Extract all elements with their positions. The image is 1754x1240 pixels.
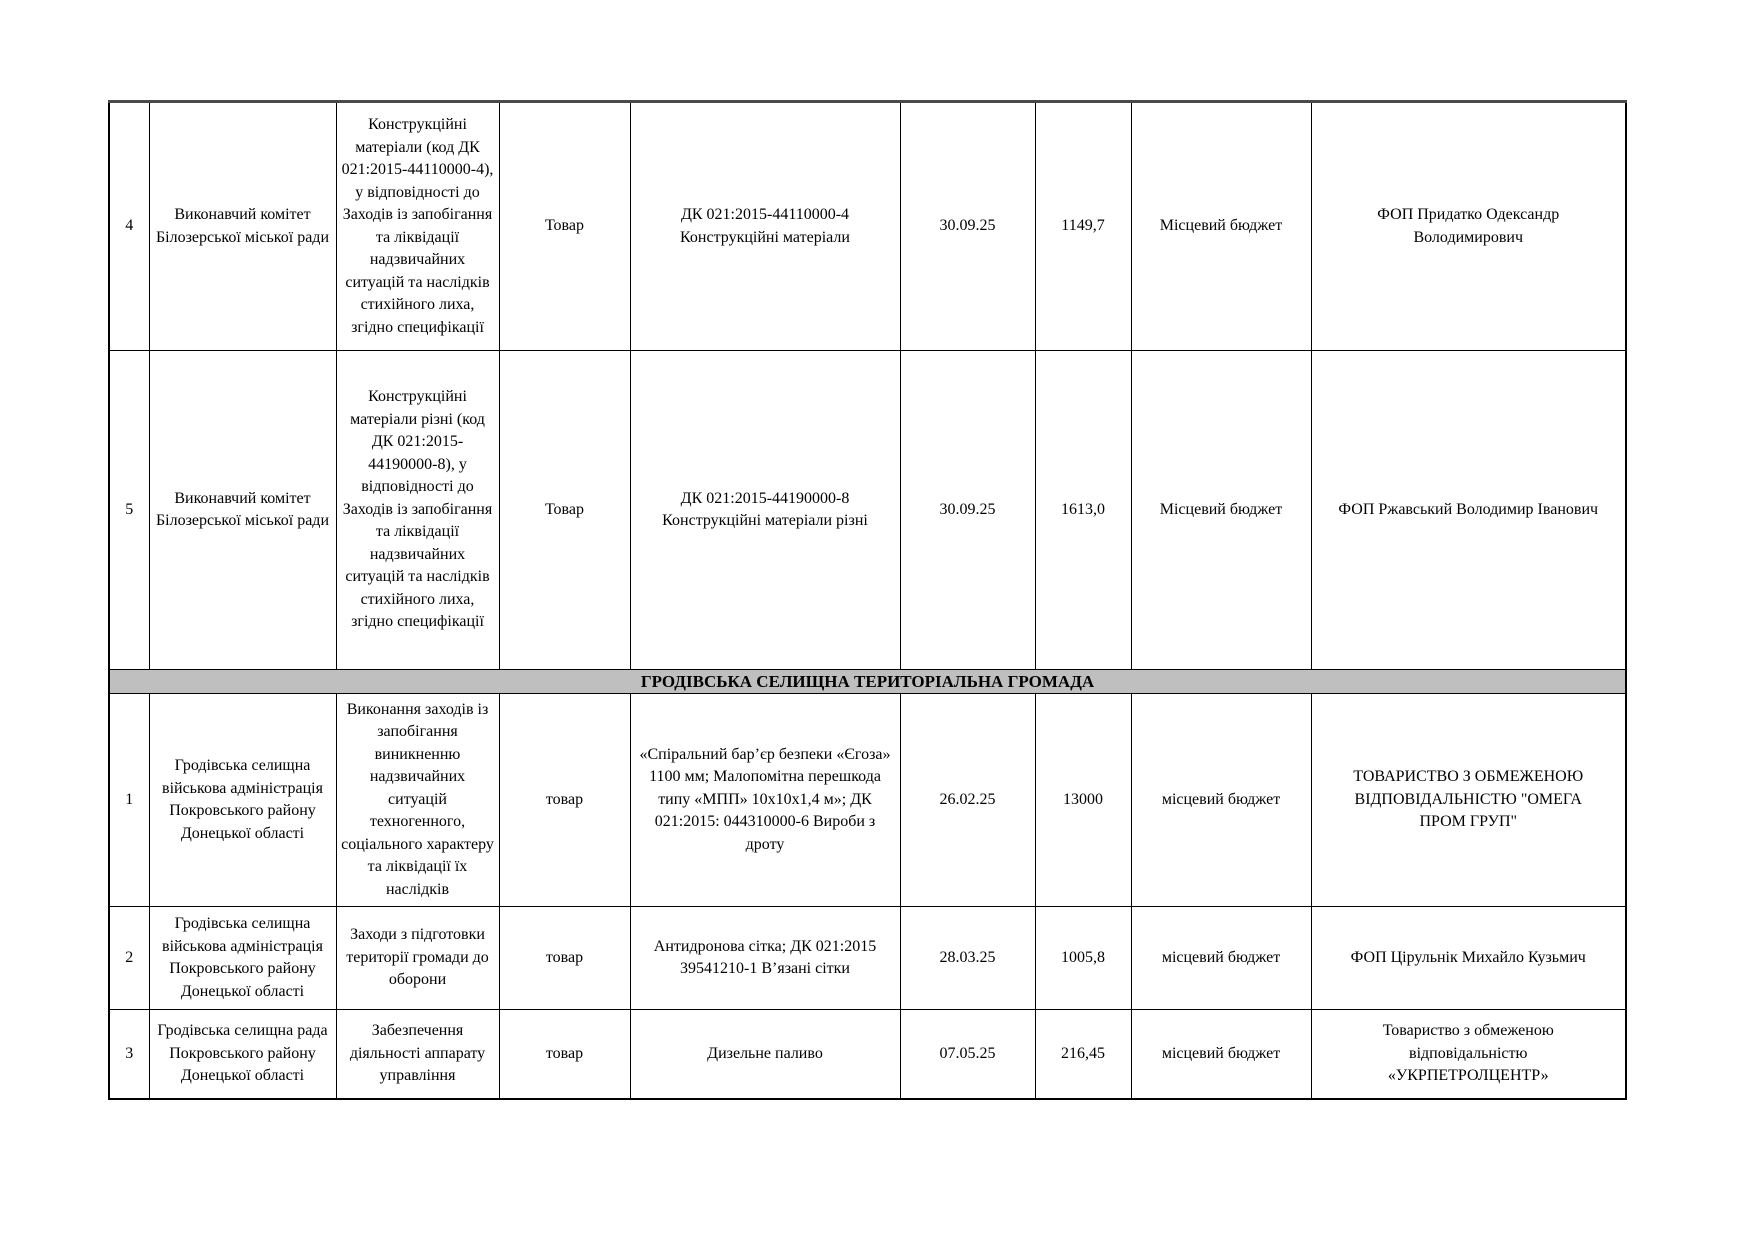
cell-measure-description: Конструкційні матеріали різні (код ДК 021:2015-44190000-8), у відповідності до Заходів із запобігання та ліквідації надзвичайних ситуацій та наслідків стихійного лиха, згідно специфікації: [336, 351, 499, 670]
cell-procurement-item: Дизельне паливо: [630, 1010, 900, 1099]
cell-row-number: 2: [109, 907, 149, 1010]
cell-procurement-item: ДК 021:2015-44110000-4 Конструкційні матеріали: [630, 102, 900, 351]
cell-subject-type: товар: [499, 1010, 630, 1099]
cell-measure-description: [336, 694, 499, 907]
cell-row-number: 1: [109, 694, 149, 907]
section-header-row: [109, 670, 1626, 694]
cell-subject-type: Товар: [499, 351, 630, 670]
cell-contract-amount: 13000: [1035, 694, 1131, 907]
cell-customer: Виконавчий комітет Білозерської міської ради: [149, 351, 336, 670]
clipped-text: Виконання заходів із запобігання виникненню надзвичайних ситуацій техногенного, соціального характеру та ліквідації їх наслідків: [341, 700, 494, 898]
cell-measure-description: Забезпечення діяльності аппарату управління: [336, 1010, 499, 1099]
cell-supplier: ТОВАРИСТВО З ОБМЕЖЕНОЮ ВІДПОВІДАЛЬНІСТЮ "ОМЕГА ПРОМ ГРУП": [1311, 694, 1626, 907]
cell-row-number: 4: [109, 102, 149, 351]
cell-procurement-item: «Спіральний бар’єр безпеки «Єгоза» 1100 мм; Малопомітна перешкода типу «МПП» 10х10х1,4 м»; ДК 021:2015: 044310000-6 Вироби з дроту: [630, 694, 900, 907]
cell-procurement-item: Антидронова сітка; ДК 021:2015 39541210-1 В’язані сітки: [630, 907, 900, 1010]
cell-contract-date: 28.03.25: [900, 907, 1035, 1010]
cell-contract-date: 26.02.25: [900, 694, 1035, 907]
table-row: [109, 1010, 1626, 1099]
cell-measure-description: Заходи з підготовки території громади до оборони: [336, 907, 499, 1010]
cell-contract-amount: 216,45: [1035, 1010, 1131, 1099]
cell-customer: Гродівська селищна військова адміністрація Покровського району Донецької області: [149, 694, 336, 907]
table-row: [109, 102, 1626, 351]
cell-supplier: ФОП Придатко Одександр Володимирович: [1311, 102, 1626, 351]
cell-contract-amount: 1005,8: [1035, 907, 1131, 1010]
cell-contract-amount: 1613,0: [1035, 351, 1131, 670]
cell-subject-type: товар: [499, 694, 630, 907]
cell-row-number: 3: [109, 1010, 149, 1099]
table-row: [109, 351, 1626, 670]
cell-budget-source: місцевий бюджет: [1131, 1010, 1311, 1099]
cell-contract-date: 30.09.25: [900, 351, 1035, 670]
section-header-title: ГРОДІВСЬКА СЕЛИЩНА ТЕРИТОРІАЛЬНА ГРОМАДА: [109, 670, 1626, 694]
cell-supplier: ФОП Ржавський Володимир Іванович: [1311, 351, 1626, 670]
cell-customer: Гродівська селищна рада Покровського району Донецької області: [149, 1010, 336, 1099]
cell-procurement-item: ДК 021:2015-44190000-8 Конструкційні матеріали різні: [630, 351, 900, 670]
cell-row-number: 5: [109, 351, 149, 670]
table-row: [109, 694, 1626, 907]
cell-measure-description: Конструкційні матеріали (код ДК 021:2015-44110000-4), у відповідності до Заходів із запобігання та ліквідації надзвичайних ситуацій та наслідків стихійного лиха, згідно специфікації: [336, 102, 499, 351]
cell-supplier: ФОП Цірульнік Михайло Кузьмич: [1311, 907, 1626, 1010]
cell-budget-source: Місцевий бюджет: [1131, 351, 1311, 670]
cell-contract-amount: 1149,7: [1035, 102, 1131, 351]
procurement-table: [108, 100, 1627, 1100]
cell-customer: Гродівська селищна військова адміністрація Покровського району Донецької області: [149, 907, 336, 1010]
cell-contract-date: 07.05.25: [900, 1010, 1035, 1099]
cell-supplier: Товариство з обмеженою відповідальністю «УКРПЕТРОЛЦЕНТР»: [1311, 1010, 1626, 1099]
cell-budget-source: місцевий бюджет: [1131, 907, 1311, 1010]
cell-subject-type: товар: [499, 907, 630, 1010]
cell-customer: Виконавчий комітет Білозерської міської ради: [149, 102, 336, 351]
cell-subject-type: Товар: [499, 102, 630, 351]
cell-budget-source: Місцевий бюджет: [1131, 102, 1311, 351]
cell-budget-source: місцевий бюджет: [1131, 694, 1311, 907]
cell-contract-date: 30.09.25: [900, 102, 1035, 351]
table-row: [109, 907, 1626, 1010]
